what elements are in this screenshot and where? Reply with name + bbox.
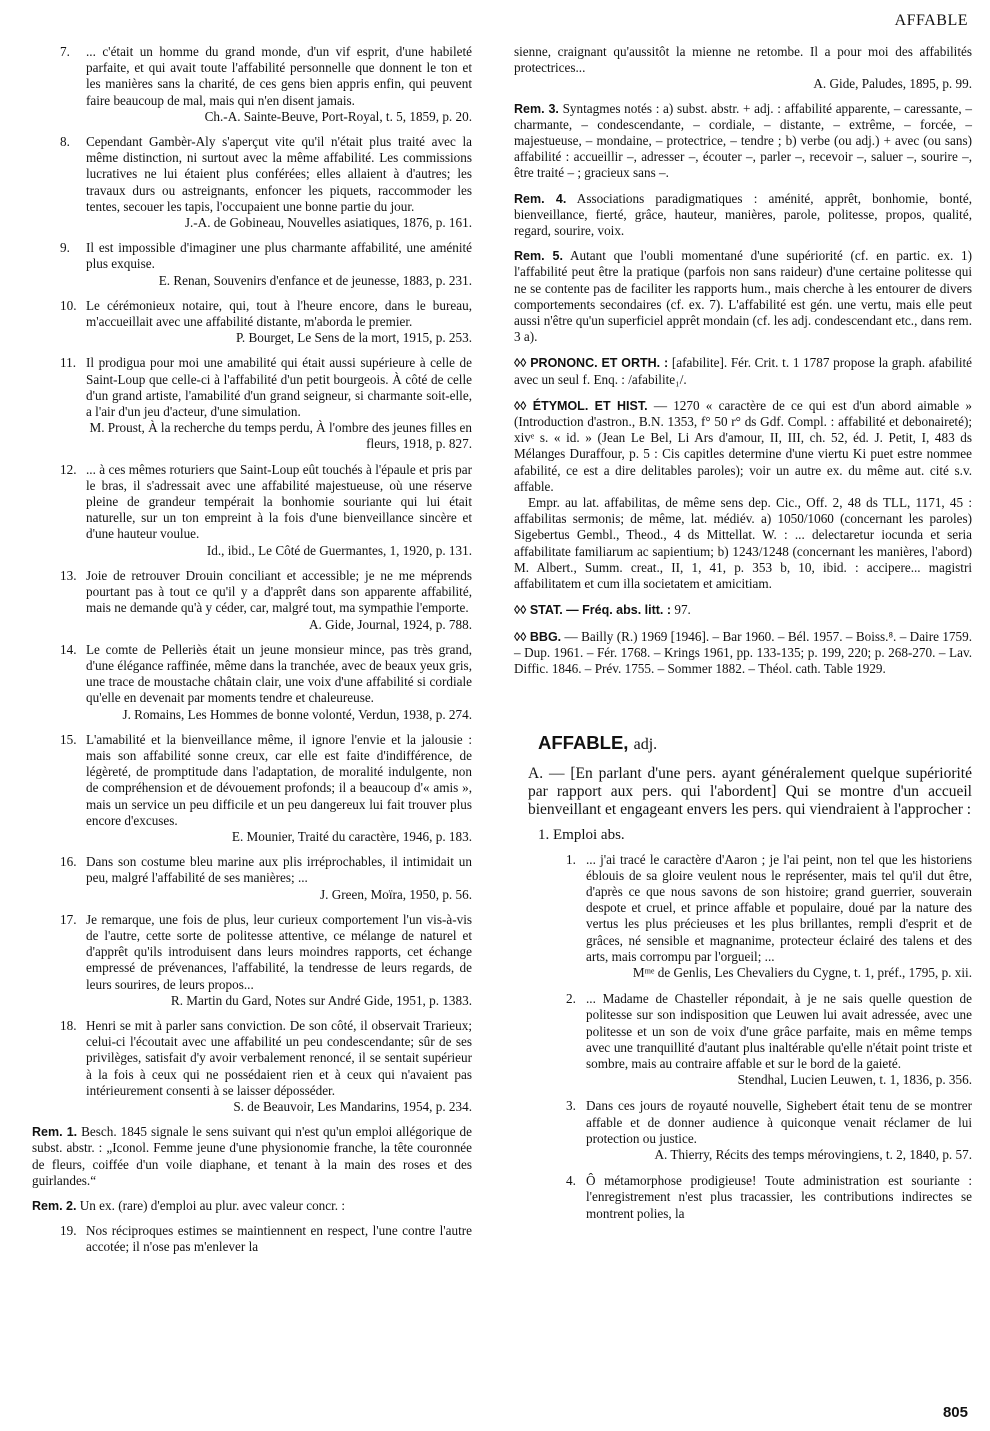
- example-text: ... à ces mêmes roturiers que Saint-Loup eût touchés à l'épaule et pris par le bras, il s'adressait avec une affabilité majestueuse, où une réserve pleine de grandeur tempérait la bonhomie souriante qui lui était naturelle, sur un ton empreint à la fois d'une bienveillance sincère et d'une hauteur voulue.: [86, 461, 472, 542]
- example-number: 19.: [60, 1223, 77, 1239]
- example-source: R. Martin du Gard, Notes sur André Gide, 1951, p. 1383.: [170, 992, 472, 1008]
- example: [514, 1173, 972, 1222]
- example: [32, 462, 472, 559]
- example-number: 2.: [566, 991, 576, 1007]
- example-number: 4.: [566, 1173, 576, 1189]
- example-text: Le comte de Pelleriès était un jeune monsieur mince, pas très grand, d'une élégance raffinée, même dans la tranchée, avec de beaux yeux gris, une trace de moustache châtain clair, une voix d'une affabilité si cordiale qu'elle en devenait par moments tendre et chaleureuse.: [86, 641, 472, 706]
- example-number: 12.: [60, 461, 77, 477]
- example-number: 14.: [60, 641, 77, 657]
- remark-text: Besch. 1845 signale le sens suivant qui n'est qu'un emploi allégorique de subst. abstr. : „Iconol. Femme jeune d'une physionomie franche, la tête couronnée de fleurs, coiffée d'un voile diaphane, et tenant à la main des roses et des guirlandes.“: [32, 1124, 472, 1188]
- left-column: [32, 44, 472, 1265]
- example: [32, 134, 472, 231]
- pronunciation-section: [514, 355, 972, 387]
- example-number: 17.: [60, 911, 77, 927]
- section-label: ◊◊ ÉTYMOL. ET HIST.: [514, 398, 648, 413]
- example-number: 10.: [60, 297, 77, 313]
- section-text: 97.: [674, 602, 691, 618]
- example-source: Id., ibid., Le Côté de Guermantes, 1, 1920, p. 131.: [206, 542, 472, 558]
- example: [32, 298, 472, 347]
- example-number: 8.: [60, 134, 70, 150]
- left-examples-list: [32, 44, 472, 1115]
- example-source: A. Gide, Paludes, 1895, p. 99.: [813, 76, 972, 92]
- example-source: M. Proust, À la recherche du temps perdu, À l'ombre des jeunes filles en fleurs, 1918, p. 827.: [89, 420, 472, 452]
- example-source: J.-A. de Gobineau, Nouvelles asiatiques, 1876, p. 161.: [184, 215, 472, 231]
- example-text: Il est impossible d'imaginer une plus charmante affabilité, une aménité plus exquise.: [86, 240, 472, 272]
- example: [514, 1098, 972, 1163]
- example-source: A. Thierry, Récits des temps mérovingiens, t. 2, 1840, p. 57.: [654, 1146, 972, 1162]
- remark-1: [32, 1124, 472, 1189]
- remark-text: Autant que l'oubli momentané d'une supériorité (cf. en partic. ex. 1) l'affabilité peut être la pratique (parfois non sans raideur) d'une certaine politesse qui ne se contente pas de faciliter les rapports hum., mais cherche à les entourer de divers comportements secondaires (cf. ex. 7). L'affabilité est gén. une vertu, mais elle peut aussi n'être qu'un superficiel apprêt mondain (cf. les adj. condescendant etc., dans rem. 3 a).: [514, 248, 972, 345]
- example-text: sienne, craignant qu'aussitôt la mienne ne retombe. Il a pour moi des affabilités protectrices...: [514, 44, 972, 76]
- remark-5: [514, 248, 972, 345]
- remark-3: [514, 101, 972, 182]
- example-text: Henri se mit à parler sans conviction. De son côté, il observait Trarieux; celui-ci l'écoutait avec une affabilité un peu condescendante; sûr de ses privilèges, satisfait d'y avoir verbalement renoncé, il se sentait supérieur à la fois à ceux qui ne possédaient rien et à ceux qui n'avaient pas intérieurement consenti à se laisser déposséder.: [86, 1017, 472, 1098]
- remark-label: Rem. 5.: [514, 249, 563, 264]
- remark-text: Un ex. (rare) d'emploi au plur. avec valeur concr. :: [79, 1198, 346, 1213]
- example-number: 13.: [60, 567, 77, 583]
- etymology-section: [514, 398, 972, 592]
- bibliography-section: [514, 629, 972, 678]
- example-source: E. Renan, Souvenirs d'enfance et de jeunesse, 1883, p. 231.: [158, 272, 472, 288]
- example-number: 7.: [60, 44, 70, 59]
- example-number: 16.: [60, 854, 77, 870]
- example-text: Le cérémonieux notaire, qui, tout à l'heure encore, dans le bureau, m'accueillait avec une affabilité distante, m'aborda le premier.: [86, 297, 472, 330]
- remark-label: Rem. 3.: [514, 101, 559, 116]
- example-source: Stendhal, Lucien Leuwen, t. 1, 1836, p. 356.: [737, 1072, 972, 1088]
- example-19: [32, 1223, 472, 1255]
- remark-label: Rem. 1.: [32, 1125, 78, 1140]
- example-source: Ch.-A. Sainte-Beuve, Port-Royal, t. 5, 1859, p. 20.: [204, 108, 472, 124]
- section-label: ◊◊ STAT. — Fréq. abs. litt. :: [514, 603, 672, 618]
- section-text: — 1270 « caractère de ce qui est d'un abord aimable » (Introduction d'astron., B.N. 1353, f° 50 r° ds Gdf. Compl. : affabilité et debonaireté); xivᵉ s. « id. » (Jean Le Bel, Li Ars d'amour, II, III, ch. 52, éd. J. Petit, I, 483 ds Mélanges Duraffour, p. 5 : Cis capitles determine d'une viertu Ki puet estre nommee afabilité, ce est a dire delitables paroles); voir un autre ex. du même aut. cité s.v. affable.: [514, 397, 972, 494]
- example-text: ... c'était un homme du grand monde, d'un vif esprit, d'une habileté parfaite, et qui avait toute l'affabilité personnelle que donnent le ton et les manières sans la charité, de ces gens bien appris enfin, qui peuvent faire beaucoup de mal, mais qui n'en disent jamais.: [86, 44, 472, 108]
- example-text: ... j'ai tracé le caractère d'Aaron ; je l'ai peint, non tel que les historiens éblouis de sa gloire veulent nous le représenter, mais tel qu'il dut être, d'après ce que nous savons de son histoire; grand guerrier, souverain despote et cruel, et prince affable et populaire, doué par la nature des vertus les plus précieuses et les plus brillantes, rempli d'esprit et de grâces, né sensible et magnanime, protecteur éclairé des talens et des arts, mais corrompu par l'orgueil; ...: [586, 851, 972, 964]
- example-text: Dans son costume bleu marine aux plis irréprochables, il intimidait un peu, malgré l'affabilité de ses manières; ...: [86, 854, 472, 886]
- example: [32, 854, 472, 903]
- definition-a: A. — [En parlant d'une pers. ayant généralement quelque supériorité par rapport aux pers. qui l'abordent] Qui se montre d'un accueil bienveillant et engageant envers les pers. qui viendraient à l'approcher :: [528, 765, 972, 819]
- affable-examples-list: [514, 852, 972, 1222]
- remark-label: Rem. 2.: [32, 1199, 77, 1213]
- example-text: Nos réciproques estimes se maintiennent en respect, l'une contre l'autre accotée; il n'ose pas m'enlever la: [86, 1223, 472, 1255]
- example-number: 3.: [566, 1098, 576, 1114]
- entry-headword: [538, 732, 972, 754]
- example: [32, 355, 472, 452]
- example: [32, 1018, 472, 1115]
- example: [32, 568, 472, 633]
- example-text: ... Madame de Chasteller répondait, à je ne sais quelle question de politesse sur son indisposition que Leuwen lui avait adressée, avec une politesse et un son de voix d'une grâce parfaite, mais en même temps avec une tranquillité d'autant plus inaltérable qu'elle n'était point triste et sombre, mais au contraire affable et sur le bord de la gaieté.: [586, 991, 972, 1071]
- example-number: 1.: [566, 851, 576, 867]
- example-source: J. Green, Moïra, 1950, p. 56.: [320, 886, 472, 902]
- example-number: 15.: [60, 731, 77, 747]
- remark-label: Rem. 4.: [514, 191, 567, 206]
- example: [32, 44, 472, 125]
- example-text: Cependant Gambèr-Aly s'aperçut vite qu'il n'était plus traité avec la même distinction, ni surtout avec la même affabilité. Les commissions lucratives ne lui étaient plus conférées; elles allaient à d'autres; les travaux durs ou astreignants, enfoncer les piquets, raccommoder les tentes, secouer les tapis, l'occupaient une bonne partie du jour.: [86, 134, 472, 214]
- subsection-heading: 1. Emploi abs.: [538, 827, 625, 844]
- remark-text: Syntagmes notés : a) subst. abstr. + adj. : affabilité apparente, – caressante, – charmante, – condescendante, – cordiale, – distante, – extrême, – forcée, – majestueuse, – mondaine, – protectrice, – tendre ; b) verbe (ou adj.) + avec (ou sans) affabilité : accueillir –, adresser –, écouter –, parler –, recevoir –, saluer –, sourire –, être traité – ; gracieux sans –.: [514, 100, 973, 181]
- example-text: Il prodigua pour moi une amabilité qui était aussi supérieure à celle de Saint-Loup que celle-ci à l'affabilité d'un petit bourgeois. À côté de celle d'un grand artiste, l'amabilité d'un grand seigneur, si charmante soit-elle, a l'air d'un jeu d'acteur, d'une simulation.: [86, 355, 472, 420]
- headword-text: AFFABLE,: [538, 732, 629, 754]
- example-source: A. Gide, Journal, 1924, p. 788.: [309, 616, 472, 632]
- example: [514, 991, 972, 1088]
- right-column: [514, 44, 972, 1232]
- part-of-speech: adj.: [633, 736, 658, 754]
- example: [32, 642, 472, 723]
- example: [32, 240, 472, 289]
- section-text-2: Empr. au lat. affabilitas, de même sens dep. Cic., Off. 2, 48 ds TLL, 1171, 45 : affabilitas sermonis; de même, lat. médiév. a) 1050/1060 (concernant les paroles) Sigebertus Gembl., Theod., 4 ds Mittellat. W. : ... delectaretur iocunda et seria affabilitate familiarum ac sapientium; b) 1243/1248 (concernant les manières, l'abord) M. Albert., Summ. creat., II, 1, 41, p. 353 b, 10, ibid. : accipere... magistri affabilitatem et cum illa societatem et amicitiam.: [514, 495, 972, 592]
- example-text: Dans ces jours de royauté nouvelle, Sighebert était tenu de se montrer affable et de donner audience à quiconque venait réclamer de lui protection ou justice.: [586, 1098, 972, 1146]
- running-head: AFFABLE: [894, 12, 968, 29]
- example-text: Je remarque, une fois de plus, leur curieux comportement l'un vis-à-vis de l'autre, cette sorte de politesse attentive, ce mélange de naturel et d'apprêt qu'ils introduisent dans leurs moindres rapports, cet échange empressé de prévenances, l'affabilité, la tendresse de leurs regards, de leurs sourires, de leurs propos...: [86, 911, 472, 992]
- example-number: 18.: [60, 1017, 77, 1033]
- example-number: 11.: [60, 355, 76, 371]
- example-source: J. Romains, Les Hommes de bonne volonté, Verdun, 1938, p. 274.: [122, 706, 472, 722]
- statistics-section: [514, 602, 972, 618]
- example: [514, 852, 972, 982]
- example-source: S. de Beauvoir, Les Mandarins, 1954, p. 234.: [233, 1098, 472, 1114]
- example-source: P. Bourget, Le Sens de la mort, 1915, p. 253.: [235, 330, 472, 346]
- page-number: 805: [942, 1404, 968, 1421]
- example-number: 9.: [60, 240, 70, 256]
- example-text: L'amabilité et la bienveillance même, il ignore l'envie et la jalousie : mais son affabilité sonne creux, car elle est faite d'indifférence, de légèreté, de promptitude dans l'adaptation, de moralité indulgente, non de compréhension et de dévouement profonds; il a beaucoup d'« amis », mais un service un peu difficile et un peu dangereux lui fait trouver plus encore d'excuses.: [86, 731, 472, 828]
- remark-4: [514, 191, 972, 240]
- affable-entry: [514, 732, 972, 1222]
- example-19-continued: [514, 44, 972, 93]
- section-label: ◊◊ PRONONC. ET ORTH. :: [514, 356, 669, 371]
- remark-2: [32, 1198, 472, 1214]
- example: [32, 732, 472, 845]
- example-text: Joie de retrouver Drouin conciliant et accessible; je ne me méprends pourtant pas à tout ce qu'il y a d'apprêt dans son apparente affabilité, mais ne demande qu'à y céder, car, malgré tout, ma sympathie l'emporte.: [86, 567, 472, 616]
- remark-text: Associations paradigmatiques : aménité, apprêt, bonhomie, bonté, bienveillance, fierté, grâce, hauteur, manières, parole, politesse, propos, qualité, regard, sourire, voix.: [514, 190, 972, 239]
- example: [32, 912, 472, 1009]
- example-source: E. Mounier, Traité du caractère, 1946, p. 183.: [231, 828, 472, 844]
- section-text: — Bailly (R.) 1969 [1946]. – Bar 1960. – Bél. 1957. – Boiss.⁸. – Daire 1759. – Dup. 1961. – Fér. 1768. – Krings 1961, pp. 133-135; p. 199, 220; p. 268-270. – Lav. Diffic. 1846. – Prév. 1755. – Sommer 1882. – Théol. cath. Table 1929.: [514, 628, 973, 676]
- example-source: Mᵐᵉ de Genlis, Les Chevaliers du Cygne, t. 1, préf., 1795, p. xii.: [632, 964, 972, 980]
- section-label: ◊◊ BBG.: [514, 629, 562, 644]
- section-text: [afabilite]. Fér. Crit. t. 1 1787 propose la graph. afabilité avec un seul f. Enq. : /afabilite₁/.: [514, 355, 972, 387]
- example-text: Ô métamorphose prodigieuse! Toute administration est souriante : l'enregistrement n'est plus tracassier, les contributions indirectes se montrent polies, la: [586, 1173, 972, 1221]
